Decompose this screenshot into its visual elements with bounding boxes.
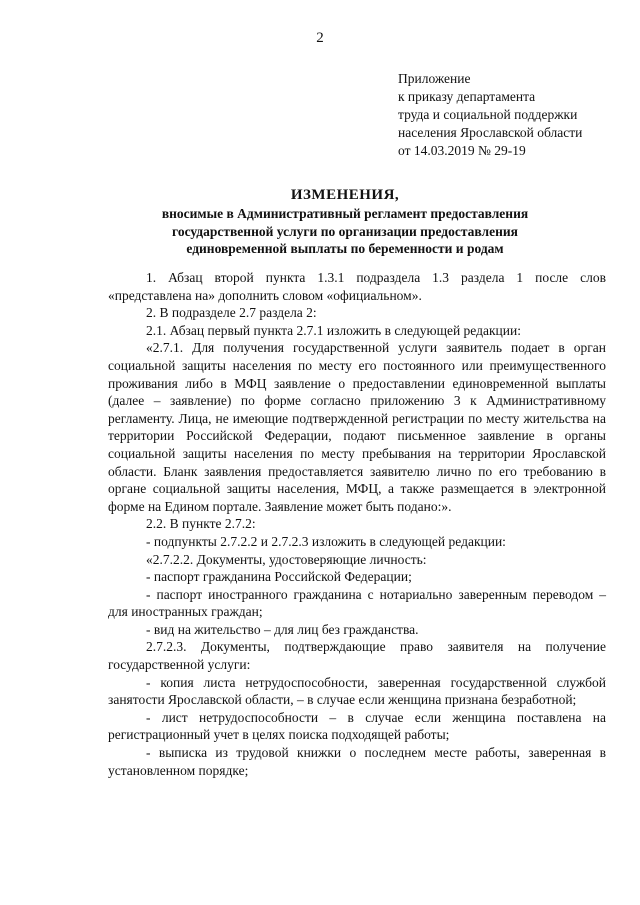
paragraph: - подпункты 2.7.2.2 и 2.7.2.3 изложить в следующей редакции: — [146, 533, 506, 549]
list-item: - лист нетрудоспособности – в случае если женщина поставлена на регистрационный учет в целях поиска подходящей работы; — [108, 709, 606, 743]
annex-line: населения Ярославской области — [398, 125, 583, 140]
title-heading: ИЗМЕНЕНИЯ, — [290, 187, 400, 203]
paragraph: 2.7.2.3. Документы, подтверждающие право заявителя на получение государственной услуги: — [108, 639, 606, 673]
paragraph: «2.7.2.2. Документы, удостоверяющие личность: — [146, 551, 427, 567]
list-item: - паспорт гражданина Российской Федерации; — [146, 569, 412, 585]
list-item: - паспорт иностранного гражданина с нотариально заверенным переводом – для иностранных граждан; — [108, 586, 606, 620]
annex-block — [398, 70, 628, 160]
paragraph: 1. Абзац второй пункта 1.3.1 подраздела 1.3 раздела 1 после слов «представлена на» дополнить словом «официальном». — [108, 270, 606, 303]
document-body — [108, 269, 606, 779]
document-title — [110, 185, 580, 258]
title-subheading-line: государственной услуги по организации предоставления — [172, 223, 518, 239]
list-item: - выписка из трудовой книжки о последнем месте работы, заверенная в установленном порядке; — [108, 745, 606, 778]
page-number: 2 — [316, 30, 324, 46]
annex-line: к приказу департамента — [398, 89, 536, 104]
paragraph: «2.7.1. Для получения государственной услуги заявитель подает в орган социальной защиты населения по месту его постоянного или преимущественного проживания либо в МФЦ заявление о предоставлении единовременной выплаты (далее – заявление) по форме согласно приложению 3 к Административному регламенту. Лица, не имеющие подтвержденной регистрации по месту жительства на территории Российской Федерации, подают письменное заявление в органы социальной защиты населения по месту пребывания на территории Ярославской области. Бланк заявления предоставляется заявителю лично по его требованию в органе социальной защиты населения, МФЦ, а также размещается в электронной форме на Едином портале. Заявление может быть подано:». — [108, 340, 606, 514]
list-item: - вид на жительство – для лиц без гражданства. — [146, 621, 419, 637]
title-subheading-line: единовременной выплаты по беременности и родам — [186, 241, 504, 256]
title-subheading-line: вносимые в Административный регламент предоставления — [161, 206, 529, 221]
paragraph: 2. В подразделе 2.7 раздела 2: — [146, 305, 317, 321]
paragraph: 2.2. В пункте 2.7.2: — [146, 516, 256, 532]
list-item: - копия листа нетрудоспособности, заверенная государственной службой занятости Ярославской области, – в случае если женщина признана безработной; — [108, 674, 606, 708]
paragraph: 2.1. Абзац первый пункта 2.7.1 изложить в следующей редакции: — [146, 322, 521, 338]
annex-line: от 14.03.2019 № 29-19 — [398, 143, 526, 158]
annex-line: труда и социальной поддержки — [398, 107, 578, 122]
annex-line: Приложение — [398, 71, 471, 86]
